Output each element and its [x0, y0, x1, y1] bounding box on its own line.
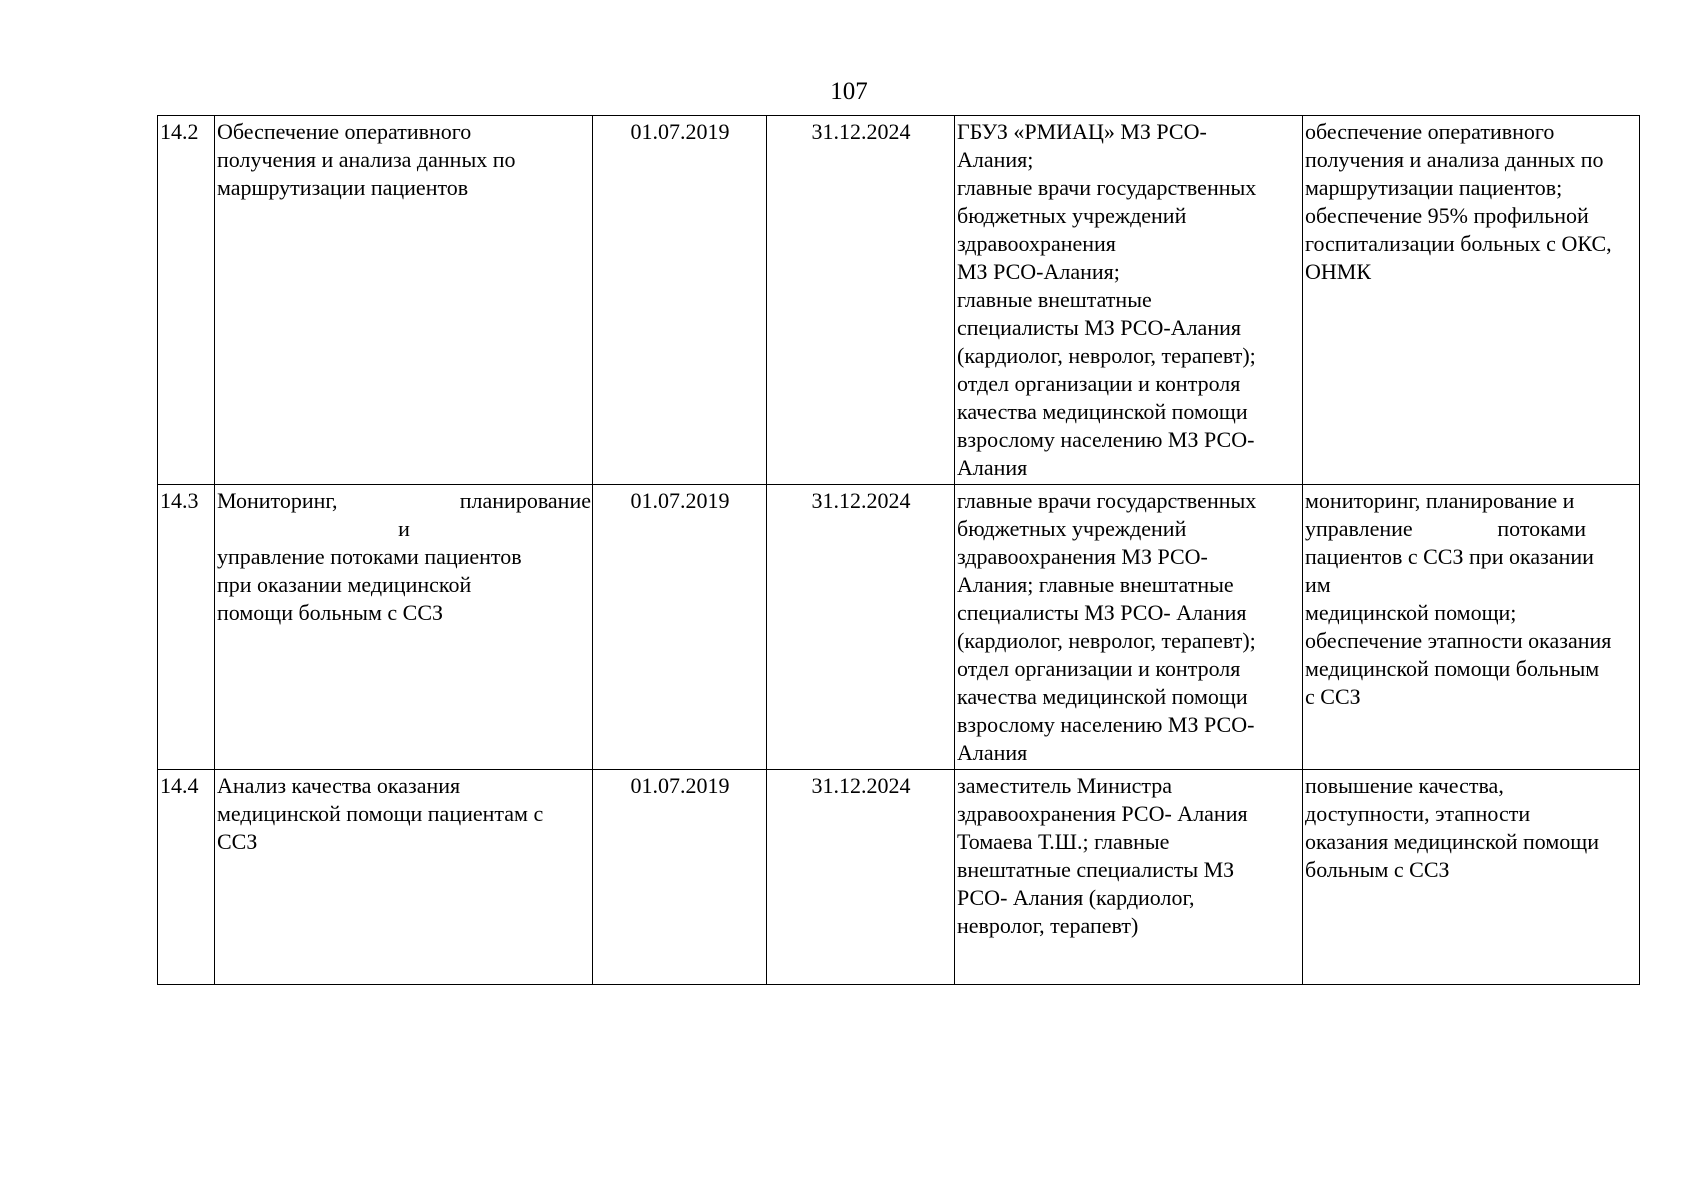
text-line: получения и анализа данных по — [217, 147, 516, 172]
text-line: главные врачи государственных — [957, 175, 1257, 200]
activity-name-cell — [215, 116, 593, 485]
text-line: бюджетных учреждений — [957, 203, 1187, 228]
text-line: Алания; — [957, 147, 1034, 172]
text-line: больным с ССЗ — [1305, 857, 1450, 882]
text-line: медицинской помощи; — [1305, 600, 1517, 625]
text-line: пациентов с ССЗ при оказании — [1305, 544, 1594, 569]
text-line: при оказании медицинской — [217, 572, 472, 597]
text-line: обеспечение 95% профильной — [1305, 203, 1589, 228]
row-number-cell: 14.2 — [158, 116, 215, 485]
text-line: отдел организации и контроля — [957, 371, 1241, 396]
text-line: ОНМК — [1305, 259, 1372, 284]
text-line: главные врачи государственных — [957, 488, 1257, 513]
text-line: помощи больным с ССЗ — [217, 600, 444, 625]
text-line: (кардиолог, невролог, терапевт); — [957, 628, 1256, 653]
text-line: мониторинг, планирование и — [1305, 488, 1575, 513]
text-line: внештатные специалисты МЗ — [957, 857, 1235, 882]
text-line: Обеспечение оперативного — [217, 119, 472, 144]
responsible-cell — [955, 116, 1303, 485]
result-cell — [1303, 116, 1640, 485]
text-fragment: планирование — [459, 488, 591, 513]
text-line: Алания — [957, 455, 1028, 480]
text-line: (кардиолог, невролог, терапевт); — [957, 343, 1256, 368]
text-line: взрослому населению МЗ РСО- — [957, 427, 1255, 452]
activities-table — [157, 115, 1640, 985]
text-line: МЗ РСО-Алания; — [957, 259, 1120, 284]
activity-name-cell — [215, 485, 593, 770]
text-line: доступности, этапности — [1305, 801, 1531, 826]
text-line: медицинской помощи пациентам с — [217, 801, 544, 826]
text-fragment: потоками — [1497, 516, 1586, 541]
text-line: качества медицинской помощи — [957, 684, 1248, 709]
text-fragment: Мониторинг, — [217, 488, 338, 513]
text-line: госпитализации больных с ОКС, — [1305, 231, 1612, 256]
activity-name-cell — [215, 770, 593, 985]
text-line: РСО- Алания (кардиолог, — [957, 885, 1195, 910]
start-date-cell: 01.07.2019 — [593, 485, 767, 770]
text-line: управление потоками пациентов — [217, 544, 522, 569]
start-date-cell: 01.07.2019 — [593, 770, 767, 985]
text-line: оказания медицинской помощи — [1305, 829, 1600, 854]
text-line: маршрутизации пациентов — [217, 175, 469, 200]
responsible-cell — [955, 485, 1303, 770]
result-cell — [1303, 770, 1640, 985]
table-row — [158, 485, 1640, 770]
text-line: бюджетных учреждений — [957, 516, 1187, 541]
text-line: здравоохранения МЗ РСО- — [957, 544, 1208, 569]
text-line: взрослому населению МЗ РСО- — [957, 712, 1255, 737]
text-line: медицинской помощи больным — [1305, 656, 1600, 681]
row-number-cell: 14.4 — [158, 770, 215, 985]
page-number: 107 — [830, 78, 868, 105]
text-line: здравоохранения РСО- Алания — [957, 801, 1248, 826]
text-line: обеспечение оперативного — [1305, 119, 1555, 144]
text-line: получения и анализа данных по — [1305, 147, 1604, 172]
table-row — [158, 770, 1640, 985]
text-line: повышение качества, — [1305, 773, 1504, 798]
table-row — [158, 116, 1640, 485]
text-line: с ССЗ — [1305, 684, 1361, 709]
text-fragment: управление — [1305, 516, 1413, 541]
text-line: главные внештатные — [957, 287, 1152, 312]
justified-line — [217, 487, 591, 515]
text-line: специалисты МЗ РСО-Алания — [957, 315, 1241, 340]
text-line: специалисты МЗ РСО- Алания — [957, 600, 1247, 625]
text-line: ССЗ — [217, 829, 258, 854]
responsible-cell — [955, 770, 1303, 985]
end-date-cell: 31.12.2024 — [767, 485, 955, 770]
text-line: Томаева Т.Ш.; главные — [957, 829, 1170, 854]
text-line: здравоохранения — [957, 231, 1116, 256]
start-date-cell: 01.07.2019 — [593, 116, 767, 485]
text-line: обеспечение этапности оказания — [1305, 628, 1612, 653]
text-line: Алания; главные внештатные — [957, 572, 1234, 597]
text-line: им — [1305, 572, 1331, 597]
end-date-cell: 31.12.2024 — [767, 770, 955, 985]
row-number-cell: 14.3 — [158, 485, 215, 770]
result-cell — [1303, 485, 1640, 770]
text-line: маршрутизации пациентов; — [1305, 175, 1563, 200]
text-line: ГБУЗ «РМИАЦ» МЗ РСО- — [957, 119, 1207, 144]
text-line: качества медицинской помощи — [957, 399, 1248, 424]
text-line: Алания — [957, 740, 1028, 765]
text-line: невролог, терапевт) — [957, 913, 1139, 938]
text-line: отдел организации и контроля — [957, 656, 1241, 681]
justified-line — [1305, 515, 1638, 543]
text-line: Анализ качества оказания — [217, 773, 461, 798]
end-date-cell: 31.12.2024 — [767, 116, 955, 485]
text-line: заместитель Министра — [957, 773, 1173, 798]
text-line: и — [398, 516, 410, 541]
